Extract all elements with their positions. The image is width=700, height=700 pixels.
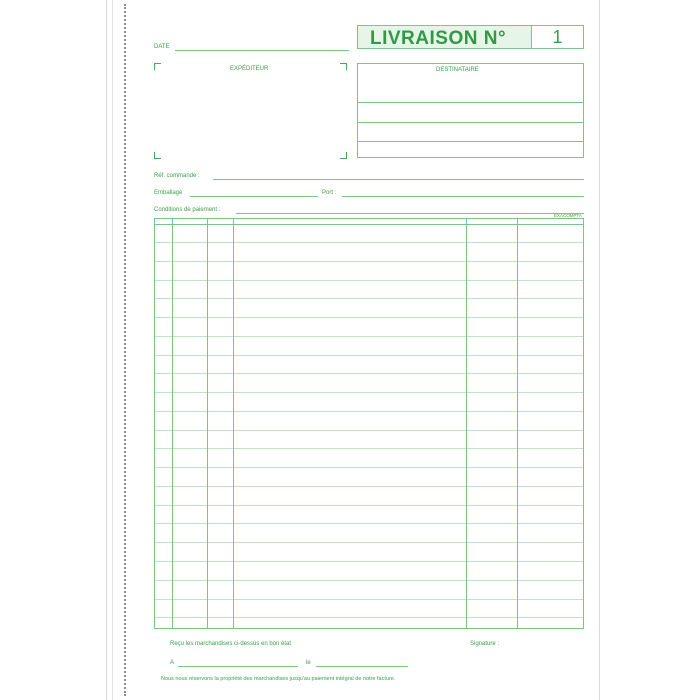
place-label: A (170, 660, 175, 666)
table-row[interactable] (155, 280, 583, 281)
shipping-label: Port : (322, 190, 337, 196)
table-row[interactable] (155, 261, 583, 262)
date-on-line[interactable] (316, 666, 408, 667)
table-row[interactable] (155, 486, 583, 487)
title-box (357, 25, 532, 49)
table-row[interactable] (155, 448, 583, 449)
table-row[interactable] (155, 523, 583, 524)
brand-label: EXACOMPTA (554, 213, 582, 218)
signature-label: Signature : (470, 641, 500, 647)
table-row[interactable] (155, 298, 583, 299)
sender-corner-top-right (340, 63, 347, 70)
recipient-line (358, 141, 583, 142)
table-row[interactable] (155, 617, 583, 618)
table-row[interactable] (155, 430, 583, 431)
table-column-divider (517, 219, 518, 628)
sender-corner-top-left (154, 63, 161, 70)
items-table (154, 218, 584, 629)
sender-corner-bottom-right (340, 152, 347, 159)
stub-edge-line (112, 0, 113, 700)
table-row[interactable] (155, 467, 583, 468)
date-line[interactable] (175, 50, 349, 51)
recipient-line (358, 102, 583, 103)
recipient-line (358, 122, 583, 123)
payment-terms-line[interactable] (236, 213, 584, 214)
place-line[interactable] (178, 666, 298, 667)
table-column-divider (466, 219, 467, 628)
packaging-line[interactable] (190, 196, 318, 197)
table-row[interactable] (155, 505, 583, 506)
table-row[interactable] (155, 599, 583, 600)
table-row[interactable] (155, 580, 583, 581)
table-row[interactable] (155, 373, 583, 374)
table-row[interactable] (155, 411, 583, 412)
table-row[interactable] (155, 561, 583, 562)
sender-label: EXPÉDITEUR (230, 66, 269, 72)
table-column-divider (233, 219, 234, 628)
table-column-divider (207, 219, 208, 628)
payment-terms-label: Conditions de paiement : (154, 207, 221, 213)
document-number: 1 (532, 25, 584, 49)
perforation-line (124, 4, 126, 696)
sender-corner-bottom-left (154, 152, 161, 159)
ownership-notice: Nous nous réservons la propriété des marchandises jusqu'au paiement intégral de notre facture. (161, 676, 396, 682)
shipping-line[interactable] (342, 196, 584, 197)
order-ref-label: Réf. commande : (154, 173, 200, 179)
table-header-line (155, 224, 583, 225)
recipient-box[interactable] (357, 63, 584, 158)
table-row[interactable] (155, 317, 583, 318)
table-row[interactable] (155, 242, 583, 243)
table-column-divider (172, 219, 173, 628)
document-title: LIVRAISON N° (370, 28, 507, 49)
table-row[interactable] (155, 542, 583, 543)
table-row[interactable] (155, 392, 583, 393)
date-label: DATE (154, 44, 170, 50)
order-ref-line[interactable] (213, 179, 584, 180)
date-on-label: le (306, 660, 311, 666)
recipient-label: DESTINATAIRE (436, 67, 479, 73)
received-label: Reçu les marchandises ci-dessus en bon état (170, 641, 292, 647)
packaging-label: Emballage (154, 190, 183, 196)
table-row[interactable] (155, 336, 583, 337)
table-row[interactable] (155, 355, 583, 356)
